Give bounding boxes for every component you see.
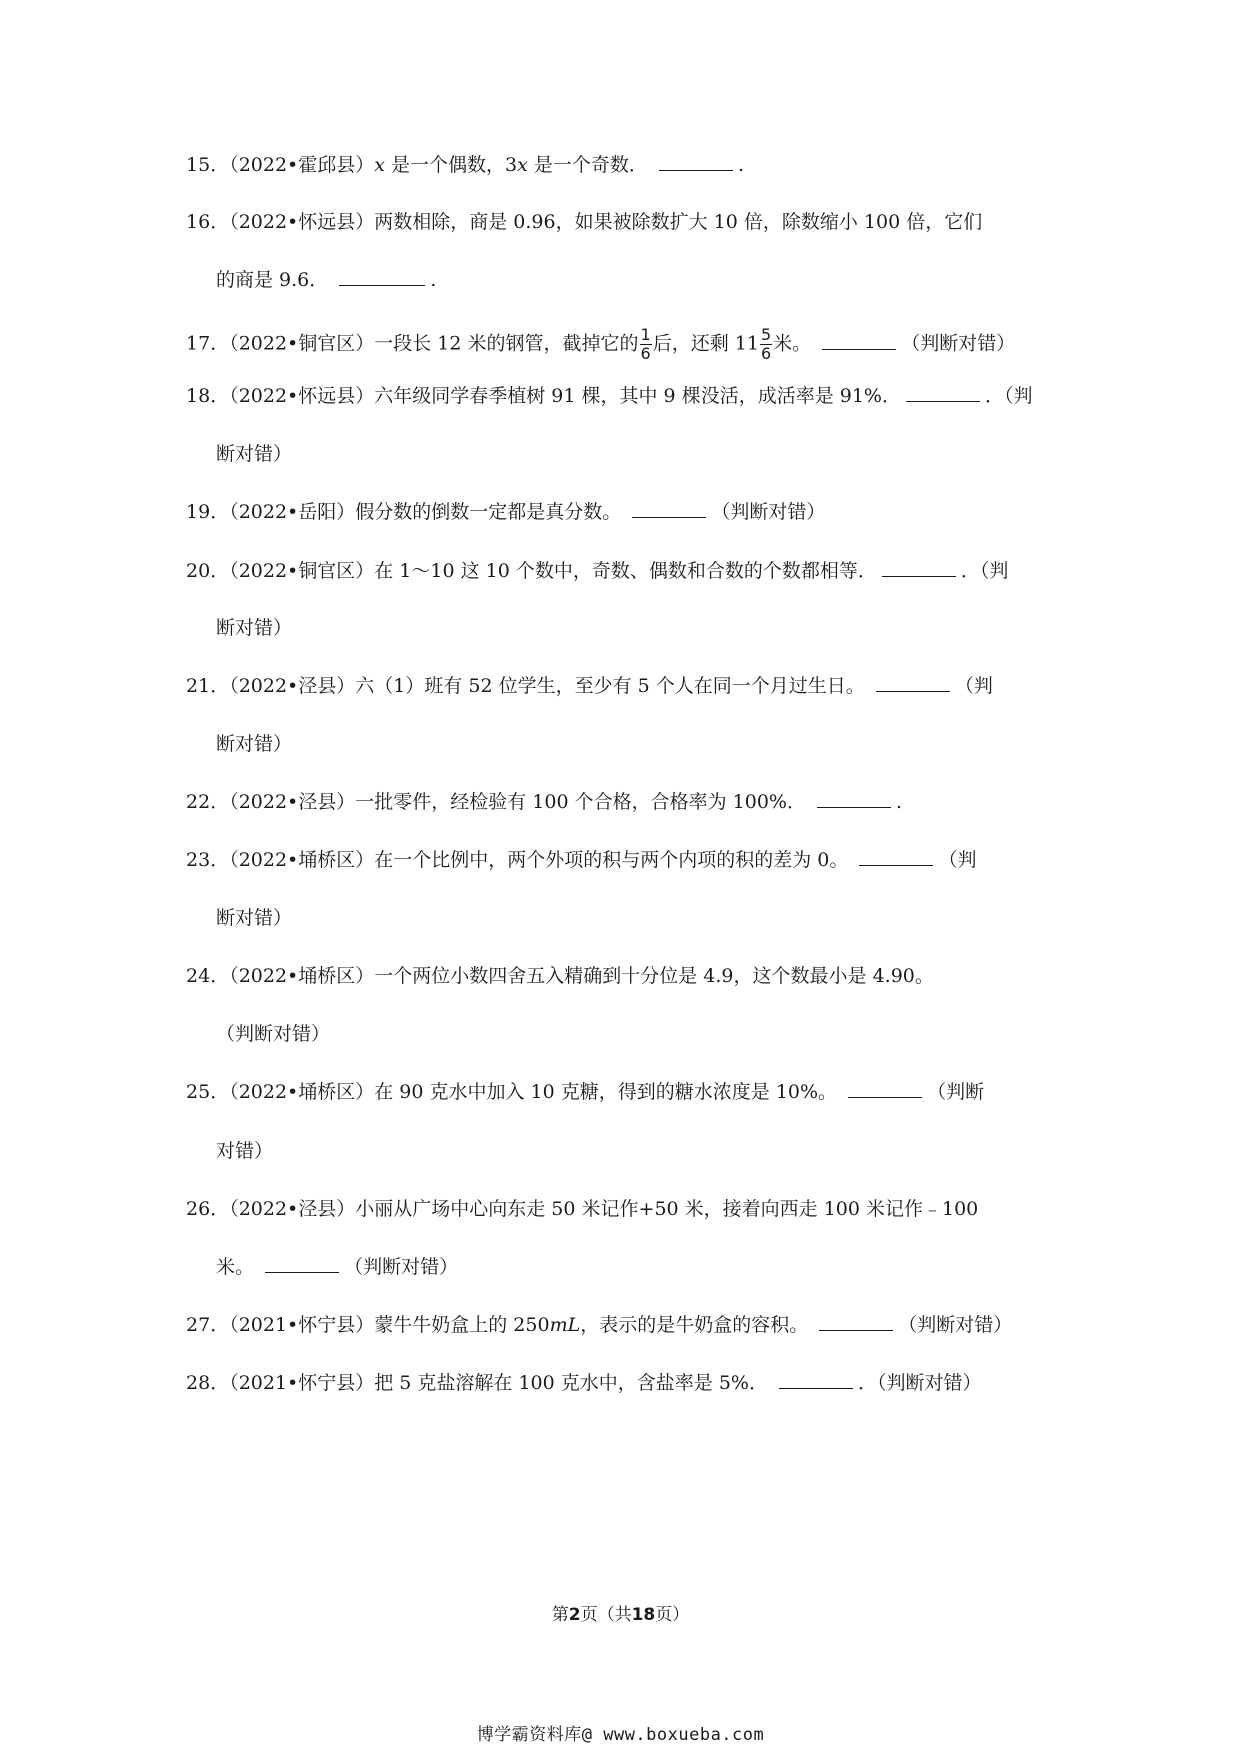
question-20: 20．（2022•铜官区）在 1～10 这 10 个数中，奇数、偶数和合数的个数都相等． ．（判 <box>186 560 1009 582</box>
question-21: 21．（2022•泾县）六（1）班有 52 位学生，至少有 5 个人在同一个月过生日。 （判 <box>186 675 993 697</box>
answer-blank[interactable] <box>876 673 950 692</box>
question-20-continued: 断对错） <box>216 617 293 639</box>
question-16-continued: 的商是 9.6． . <box>216 269 437 291</box>
answer-blank[interactable] <box>339 267 425 286</box>
answer-blank[interactable] <box>822 331 896 350</box>
question-18: 18．（2022•怀远县）六年级同学春季植树 91 棵，其中 9 棵没活，成活率是 91%． ．（判 <box>186 385 1033 407</box>
question-22: 22．（2022•泾县）一批零件，经检验有 100 个合格，合格率为 100%． . <box>186 791 903 813</box>
question-21-continued: 断对错） <box>216 733 293 755</box>
question-25: 25．（2022•埇桥区）在 90 克水中加入 10 克糖，得到的糖水浓度是 10%。 （判断 <box>186 1081 985 1103</box>
answer-blank[interactable] <box>882 558 956 577</box>
fraction: $\frac{1}{6}$ <box>640 325 651 363</box>
watermark-text: 博学霸资料库@ www.boxueba.com <box>476 1725 765 1745</box>
answer-blank[interactable] <box>659 152 733 171</box>
page-number: 第2页（共18页） <box>551 1605 690 1625</box>
question-27: 27．（2021•怀宁县）蒙牛牛奶盒上的 250mL，表示的是牛奶盒的容积。 （判断对错） <box>186 1314 1013 1336</box>
fraction: $\frac{5}{6}$ <box>760 325 772 363</box>
answer-blank[interactable] <box>819 1312 893 1331</box>
answer-blank[interactable] <box>906 383 980 402</box>
question-16: 16．（2022•怀远县）两数相除，商是 0.96，如果被除数扩大 10 倍，除数缩小 100 倍，它们 <box>186 211 983 233</box>
question-23-continued: 断对错） <box>216 907 293 929</box>
question-25-continued: 对错） <box>216 1140 274 1162</box>
question-24: 24．（2022•埇桥区）一个两位小数四舍五入精确到十分位是 4.9，这个数最小是 4.90。 <box>186 965 934 987</box>
answer-blank[interactable] <box>817 789 891 808</box>
answer-blank[interactable] <box>779 1370 853 1389</box>
answer-blank[interactable] <box>265 1254 339 1273</box>
question-26: 26．（2022•泾县）小丽从广场中心向东走 50 米记作+50 米，接着向西走 100 米记作﹣100 <box>186 1198 979 1220</box>
answer-blank[interactable] <box>848 1079 922 1098</box>
question-18-continued: 断对错） <box>216 443 293 465</box>
question-24-continued: （判断对错） <box>216 1023 331 1045</box>
answer-blank[interactable] <box>632 499 706 518</box>
question-19: 19．（2022•岳阳）假分数的倒数一定都是真分数。 （判断对错） <box>186 501 826 523</box>
question-26-continued: 米。 （判断对错） <box>216 1256 459 1278</box>
answer-blank[interactable] <box>859 847 933 866</box>
question-17: 17．（2022•铜官区）一段长 12 米的钢管，截掉它的 $\frac{1}{6}$ 后，还剩 11 $\frac{5}{6}$ 米。 （判断对错） <box>186 325 1016 363</box>
question-23: 23．（2022•埇桥区）在一个比例中，两个外项的积与两个内项的积的差为 0。 （判 <box>186 849 977 871</box>
question-15: 15．（2022•霍邱县）x 是一个偶数，3x 是一个奇数． . <box>186 154 744 176</box>
question-28: 28．（2021•怀宁县）把 5 克盐溶解在 100 克水中，含盐率是 5%． ．（判断对错） <box>186 1372 982 1394</box>
